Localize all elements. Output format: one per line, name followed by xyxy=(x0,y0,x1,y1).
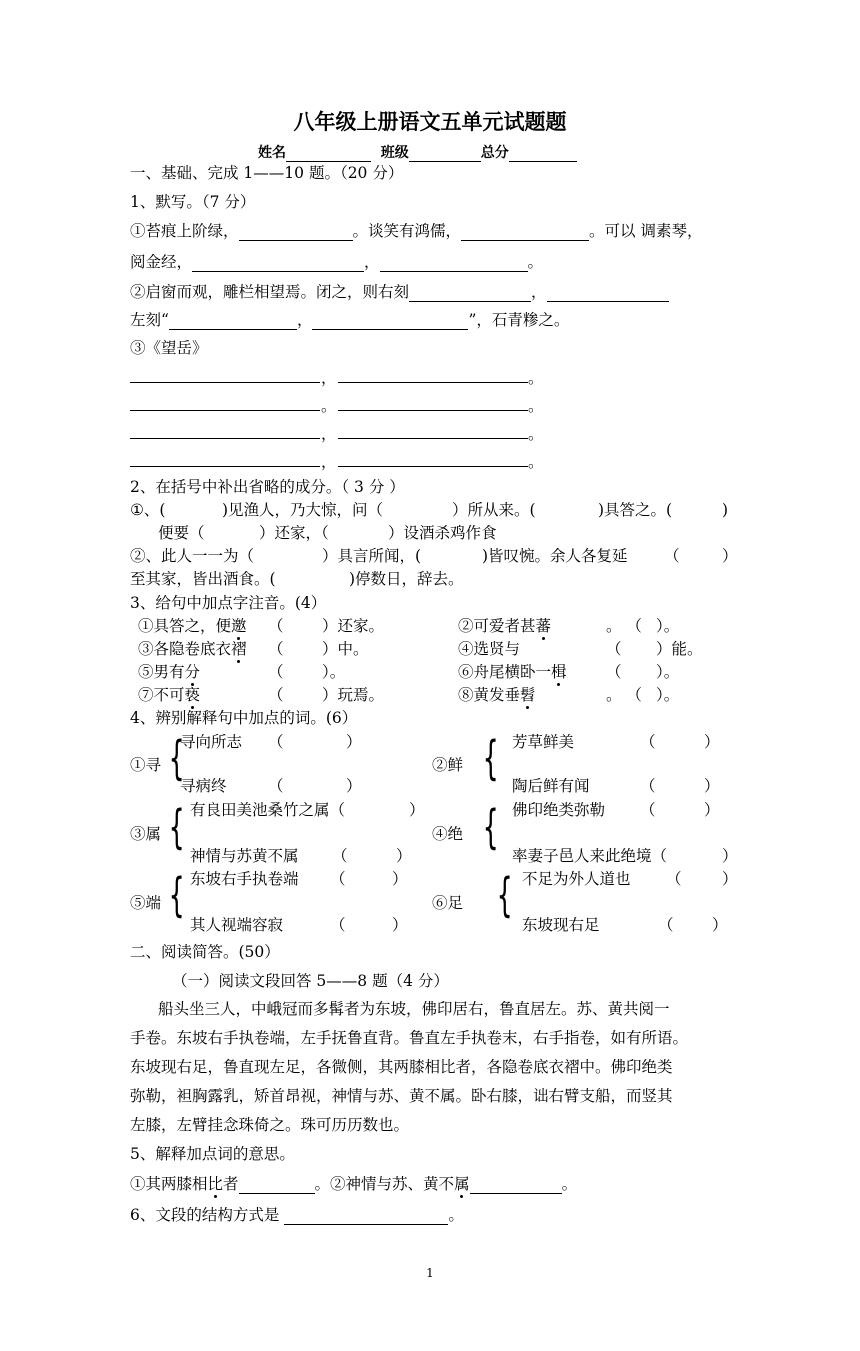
q1-blank[interactable] xyxy=(461,225,589,241)
name-label: 姓名 xyxy=(258,145,286,161)
brace-icon: { xyxy=(168,800,185,854)
section-1-heading: 一、基础、完成 1——10 题。（20 分） xyxy=(130,164,404,182)
passage-line: 左膝，左臂挂念珠倚之。珠可历历数也。 xyxy=(130,1116,410,1134)
q1-blank[interactable] xyxy=(547,286,669,302)
poem-blank[interactable] xyxy=(130,438,320,439)
poem-blank[interactable] xyxy=(130,382,320,383)
q1-line-5: ③《望岳》 xyxy=(130,339,208,357)
q6-line: 6、文段的结构方式是 。 xyxy=(130,1206,464,1224)
q3-item: ②可爱者甚蕃 xyxy=(458,617,552,635)
brace-icon: { xyxy=(168,868,185,922)
q5-blank[interactable] xyxy=(239,1178,315,1194)
q1-blank[interactable] xyxy=(169,314,297,330)
q5-line: ①其两膝相比者 。②神情与苏、黄不属 。 xyxy=(130,1175,578,1193)
brace-icon: { xyxy=(496,868,513,922)
q6-blank[interactable] xyxy=(284,1209,448,1225)
q5-blank[interactable] xyxy=(470,1178,562,1194)
q3-item: ④选贤与 xyxy=(458,640,521,658)
q4-label: ②鲜 xyxy=(432,756,464,774)
q4-label: ④绝 xyxy=(432,825,464,843)
q3-item: ⑥舟尾横卧一楫 xyxy=(458,663,567,681)
q2-heading: 2、在括号中补出省略的成分。（ 3 分 ） xyxy=(130,478,405,496)
poem-blank[interactable] xyxy=(338,410,528,411)
passage-line: 船头坐三人，中峨冠而多髯者为东坡，佛印居右，鲁直居左。苏、黄共阅一 xyxy=(158,1000,670,1018)
q1-line-4: 左刻“ ， ”，石青糁之。 xyxy=(130,311,570,329)
poem-blank[interactable] xyxy=(130,410,320,411)
class-label: 班级 xyxy=(380,145,409,161)
q3-item: ⑦不可亵 xyxy=(138,686,201,704)
q3-heading: 3、给句中加点字注音。(4） xyxy=(130,594,327,612)
q5-heading: 5、解释加点词的意思。 xyxy=(130,1145,295,1163)
q1-line-3: ②启窗而观，雕栏相望焉。闭之，则右刻 ， xyxy=(130,282,669,302)
q3-item: ⑧黄发垂髫 xyxy=(458,686,536,704)
q3-item: ⑤男有分 xyxy=(138,663,201,681)
poem-blank[interactable] xyxy=(130,466,320,467)
q4-label: ⑥足 xyxy=(432,894,464,912)
q1-heading: 1、默写。（7 分） xyxy=(130,193,256,211)
class-blank[interactable] xyxy=(409,146,481,162)
page-title: 八年级上册语文五单元试题题 xyxy=(293,110,567,134)
name-blank[interactable] xyxy=(286,146,371,162)
score-label: 总分 xyxy=(480,145,509,161)
passage-line: 手卷。东坡右手执卷端，左手抚鲁直背。鲁直左手执卷末，右手指卷，如有所语。 xyxy=(130,1029,689,1047)
q1-blank[interactable] xyxy=(380,256,528,272)
score-blank[interactable] xyxy=(509,146,577,162)
passage-line: 弥勒，袒胸露乳，矫首昂视，神情与苏、黄不属。卧右膝，诎右臂支船，而竖其 xyxy=(130,1087,673,1105)
poem-blank[interactable] xyxy=(338,438,528,439)
exam-page: 八年级上册语文五单元试题题 姓名 班级 总分 一、基础、完成 1——10 题。（20 分） 1、默写。（7 分） ①苔痕上阶绿， 。谈笑有鸿儒， 。可以 调素琴， 阅金经， ， 。 ②启窗而观，雕栏相望焉。闭之，则右刻 ， 左刻“ ， ”，石青糁之。 ③《望岳》 ， 。 。 。 ， 。 ， 。 2、在括号中补出省略的成分。（ 3 分 ） ①、( )见渔人，乃大惊，问（ ）所从来。( )具答之。( ) 便要（ ）还家，（ ）设酒杀鸡作食 ②、此人一一为（ ）具言所闻，( )皆叹惋。余人各复延 （ ） 至其家，皆出酒食。( )停数日，辞去。 3、给句中加点字注音。(4） ①具答之，便邀 （ ）还家。 ②可爱者甚蕃 。 （ ）。 ③各隐卷底衣褶 （ ）中。 ④选贤与 （ ）能。 ⑤男有分 （ ）。 ⑥舟尾横卧一楫 （ ）。 ⑦不可亵 （ ）玩焉。 ⑧黄发垂髫 。 （ ）。 4、辨别解释句中加点的词。(6） ①寻 { 寻向所志 （ ） 寻病终 （ ） ②鲜 { 芳草鲜美 （ ） 陶后鲜有闻 （ ） ③属 { 有良田美池桑竹之属（ ） 神情与苏黄不属 （ ） ④绝 { 佛印绝类弥勒 （ ） 率妻子邑人来此绝境（ ） ⑤端 { 东坡右手执卷端 （ ） 其人视端容寂 （ ） ⑥足 { 不足为外人道也 （ ） 东坡现右足 （ ） 二、阅读简答。(50） （一）阅读文段回答 5——8 题（4 分） 船头坐三人，中峨冠而多髯者为东坡，佛印居右，鲁直居左。苏、黄共阅一 手卷。东坡右手执卷端，左手抚鲁直背。鲁直左手执卷末，右手指卷，如有所语。 东坡现右足，鲁直现左足，各微侧，其两膝相比者，各隐卷底衣褶中。佛印绝类 弥勒，袒胸露乳，矫首昂视，神情与苏、黄不属。卧右膝，诎右臂支船，而竖其 左膝，左臂挂念珠倚之。珠可历历数也。 5、解释加点词的意思。 ①其两膝相比者 。②神情与苏、黄不属 。 6、文段的结构方式是 。 1 xyxy=(0,0,860,1351)
q1-blank[interactable] xyxy=(192,256,364,272)
page-number: 1 xyxy=(426,1266,434,1280)
student-info-line xyxy=(258,142,577,162)
q3-item: ③各隐卷底衣褶 xyxy=(138,640,247,658)
q4-label: ⑤端 xyxy=(130,894,162,912)
passage-line: 东坡现右足，鲁直现左足，各微侧，其两膝相比者，各隐卷底衣褶中。佛印绝类 xyxy=(130,1058,673,1076)
q1-blank[interactable] xyxy=(312,314,468,330)
subsection-1-heading: （一）阅读文段回答 5——8 题（4 分） xyxy=(172,972,449,990)
poem-blank[interactable] xyxy=(338,382,528,383)
brace-icon: { xyxy=(482,800,499,854)
q1-line-2: 阅金经， ， 。 xyxy=(130,253,544,271)
q1-blank[interactable] xyxy=(239,225,353,241)
q4-label: ①寻 xyxy=(130,756,162,774)
q4-heading: 4、辨别解释句中加点的词。(6） xyxy=(130,709,358,727)
section-2-heading: 二、阅读简答。(50） xyxy=(130,943,280,961)
brace-icon: { xyxy=(482,731,499,785)
poem-blank[interactable] xyxy=(338,466,528,467)
q1-blank[interactable] xyxy=(409,286,531,302)
brace-icon: { xyxy=(168,731,185,785)
q3-item: ①具答之，便邀 xyxy=(138,617,247,635)
q1-line-1: ①苔痕上阶绿， 。谈笑有鸿儒， 。可以 调素琴， xyxy=(130,222,703,240)
q4-label: ③属 xyxy=(130,825,162,843)
